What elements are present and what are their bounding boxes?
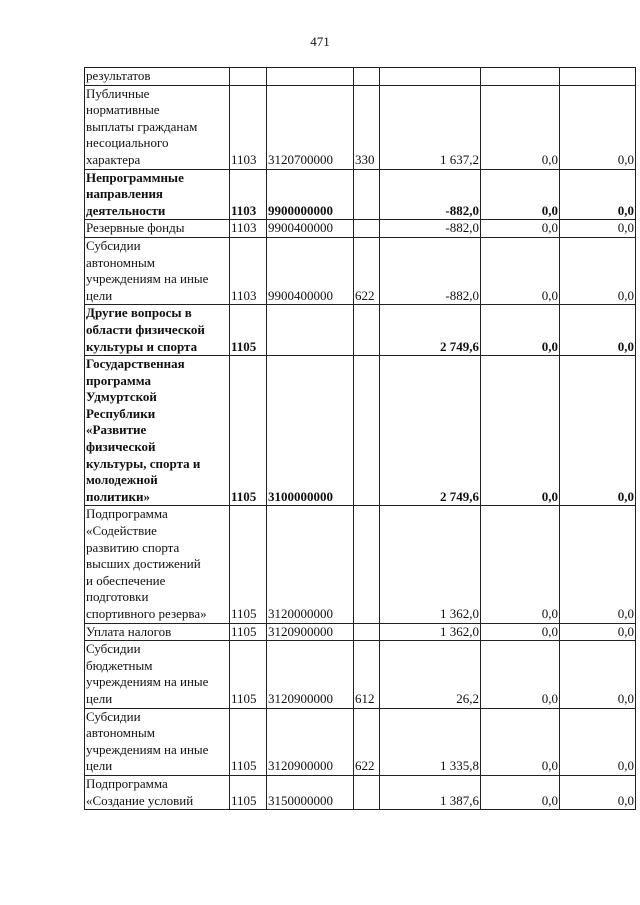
target-code-cell xyxy=(267,68,354,86)
row-name-line: области физической xyxy=(86,321,205,337)
value-2-cell: 0,0 xyxy=(481,775,560,809)
row-name-line: Подпрограмма xyxy=(86,775,168,791)
amount-cell: 2 749,6 xyxy=(380,305,481,356)
amount-cell: 2 749,6 xyxy=(380,356,481,506)
table-row xyxy=(85,623,636,641)
row-name-line: молодежной xyxy=(86,472,158,488)
value-3-cell: 0,0 xyxy=(560,169,636,220)
row-name-cell xyxy=(85,641,230,708)
row-name-line: цели xyxy=(86,287,113,303)
target-code-cell: 3120900000 xyxy=(267,623,354,641)
target-code-cell: 3100000000 xyxy=(267,356,354,506)
row-name-line: автономным xyxy=(86,254,155,270)
table-row xyxy=(85,169,636,220)
row-name-line: цели xyxy=(86,758,113,774)
value-3-cell: 0,0 xyxy=(560,356,636,506)
amount-cell: -882,0 xyxy=(380,169,481,220)
row-name-cell xyxy=(85,775,230,809)
amount-cell: 1 637,2 xyxy=(380,85,481,169)
value-2-cell: 0,0 xyxy=(481,623,560,641)
value-3-cell: 0,0 xyxy=(560,237,636,304)
row-name-line: Республики xyxy=(86,405,156,421)
row-name-cell xyxy=(85,623,230,641)
table-row xyxy=(85,506,636,623)
row-name-line: нормативные xyxy=(86,102,160,118)
amount-cell: 1 362,0 xyxy=(380,506,481,623)
section-cell: 1103 xyxy=(230,169,267,220)
section-cell: 1105 xyxy=(230,305,267,356)
row-name-cell xyxy=(85,220,230,238)
amount-cell: -882,0 xyxy=(380,237,481,304)
table-row xyxy=(85,220,636,238)
row-name-cell xyxy=(85,85,230,169)
table-row xyxy=(85,85,636,169)
target-code-cell: 3120700000 xyxy=(267,85,354,169)
row-name-line: учреждениям на иные xyxy=(86,741,209,757)
row-name-cell xyxy=(85,708,230,775)
row-name-line: высших достижений xyxy=(86,556,201,572)
amount-cell: 26,2 xyxy=(380,641,481,708)
table-row xyxy=(85,775,636,809)
row-name-cell xyxy=(85,68,230,86)
table-body xyxy=(85,68,636,810)
row-name-line: «Развитие xyxy=(86,422,147,438)
row-name-cell xyxy=(85,305,230,356)
value-3-cell: 0,0 xyxy=(560,220,636,238)
value-3-cell xyxy=(560,68,636,86)
table-row xyxy=(85,68,636,86)
section-cell: 1105 xyxy=(230,356,267,506)
row-name-line: «Создание условий xyxy=(86,792,194,808)
expense-type-cell: 612 xyxy=(354,641,380,708)
row-name-line: автономным xyxy=(86,725,155,741)
row-name-cell xyxy=(85,506,230,623)
amount-cell: 1 362,0 xyxy=(380,623,481,641)
row-name-line: учреждениям на иные xyxy=(86,674,209,690)
row-name-line: физической xyxy=(86,439,156,455)
row-name-cell xyxy=(85,169,230,220)
table-row xyxy=(85,305,636,356)
section-cell xyxy=(230,68,267,86)
row-name-line: учреждениям на иные xyxy=(86,271,209,287)
row-name-line: программа xyxy=(86,372,151,388)
amount-cell: 1 387,6 xyxy=(380,775,481,809)
value-2-cell: 0,0 xyxy=(481,641,560,708)
amount-cell: 1 335,8 xyxy=(380,708,481,775)
target-code-cell: 3120900000 xyxy=(267,708,354,775)
row-name-line: несоциального xyxy=(86,135,169,151)
row-name-line: подготовки xyxy=(86,589,149,605)
value-3-cell: 0,0 xyxy=(560,708,636,775)
row-name-line: спортивного резерва» xyxy=(86,606,207,621)
value-3-cell: 0,0 xyxy=(560,506,636,623)
row-name-line: Субсидии xyxy=(86,641,141,657)
value-2-cell: 0,0 xyxy=(481,85,560,169)
row-name-cell xyxy=(85,356,230,506)
section-cell: 1103 xyxy=(230,237,267,304)
table-row xyxy=(85,356,636,506)
section-cell: 1105 xyxy=(230,506,267,623)
row-name-line: Подпрограмма xyxy=(86,506,168,522)
row-name-line: Уплата налогов xyxy=(86,623,172,639)
section-cell: 1105 xyxy=(230,623,267,641)
value-2-cell: 0,0 xyxy=(481,237,560,304)
amount-cell: -882,0 xyxy=(380,220,481,238)
row-name-line: Резервные фонды xyxy=(86,220,185,236)
value-2-cell: 0,0 xyxy=(481,356,560,506)
section-cell: 1103 xyxy=(230,220,267,238)
target-code-cell: 9900000000 xyxy=(267,169,354,220)
row-name-line: результатов xyxy=(86,68,151,83)
expense-type-cell xyxy=(354,775,380,809)
expense-type-cell xyxy=(354,623,380,641)
row-name-line: культуры и спорта xyxy=(86,338,198,354)
expense-type-cell: 622 xyxy=(354,237,380,304)
row-name-line: характера xyxy=(86,151,141,167)
budget-table xyxy=(84,67,636,810)
row-name-line: бюджетным xyxy=(86,657,153,673)
amount-cell xyxy=(380,68,481,86)
value-3-cell: 0,0 xyxy=(560,623,636,641)
value-3-cell: 0,0 xyxy=(560,775,636,809)
expense-type-cell xyxy=(354,68,380,86)
table-row xyxy=(85,237,636,304)
row-name-line: Субсидии xyxy=(86,708,141,724)
value-2-cell: 0,0 xyxy=(481,506,560,623)
table-row xyxy=(85,641,636,708)
value-2-cell: 0,0 xyxy=(481,305,560,356)
expense-type-cell xyxy=(354,305,380,356)
section-cell: 1105 xyxy=(230,708,267,775)
expense-type-cell xyxy=(354,356,380,506)
row-name-line: «Содействие xyxy=(86,523,157,539)
row-name-line: деятельности xyxy=(86,202,166,218)
row-name-line: и обеспечение xyxy=(86,572,166,588)
target-code-cell: 9900400000 xyxy=(267,220,354,238)
value-2-cell: 0,0 xyxy=(481,169,560,220)
section-cell: 1105 xyxy=(230,775,267,809)
row-name-line: цели xyxy=(86,690,113,706)
row-name-line: политики» xyxy=(86,488,150,504)
value-3-cell: 0,0 xyxy=(560,641,636,708)
expense-type-cell: 622 xyxy=(354,708,380,775)
row-name-line: Субсидии xyxy=(86,237,141,253)
expense-type-cell: 330 xyxy=(354,85,380,169)
target-code-cell: 3120900000 xyxy=(267,641,354,708)
value-2-cell xyxy=(481,68,560,86)
row-name-line: Публичные xyxy=(86,85,150,101)
row-name-line: Государственная xyxy=(86,356,185,372)
row-name-line: направления xyxy=(86,186,163,202)
target-code-cell: 3150000000 xyxy=(267,775,354,809)
value-3-cell: 0,0 xyxy=(560,85,636,169)
row-name-cell xyxy=(85,237,230,304)
value-2-cell: 0,0 xyxy=(481,220,560,238)
table-row xyxy=(85,708,636,775)
expense-type-cell xyxy=(354,506,380,623)
target-code-cell: 9900400000 xyxy=(267,237,354,304)
row-name-line: развитию спорта xyxy=(86,539,180,555)
expense-type-cell xyxy=(354,169,380,220)
expense-type-cell xyxy=(354,220,380,238)
row-name-line: выплаты гражданам xyxy=(86,118,198,134)
section-cell: 1105 xyxy=(230,641,267,708)
row-name-line: Другие вопросы в xyxy=(86,305,192,321)
target-code-cell xyxy=(267,305,354,356)
row-name-line: Непрограммные xyxy=(86,169,184,185)
value-3-cell: 0,0 xyxy=(560,305,636,356)
row-name-line: культуры, спорта и xyxy=(86,455,201,471)
section-cell: 1103 xyxy=(230,85,267,169)
row-name-line: Удмуртской xyxy=(86,389,157,405)
value-2-cell: 0,0 xyxy=(481,708,560,775)
target-code-cell: 3120000000 xyxy=(267,506,354,623)
page-number: 471 xyxy=(310,34,330,49)
